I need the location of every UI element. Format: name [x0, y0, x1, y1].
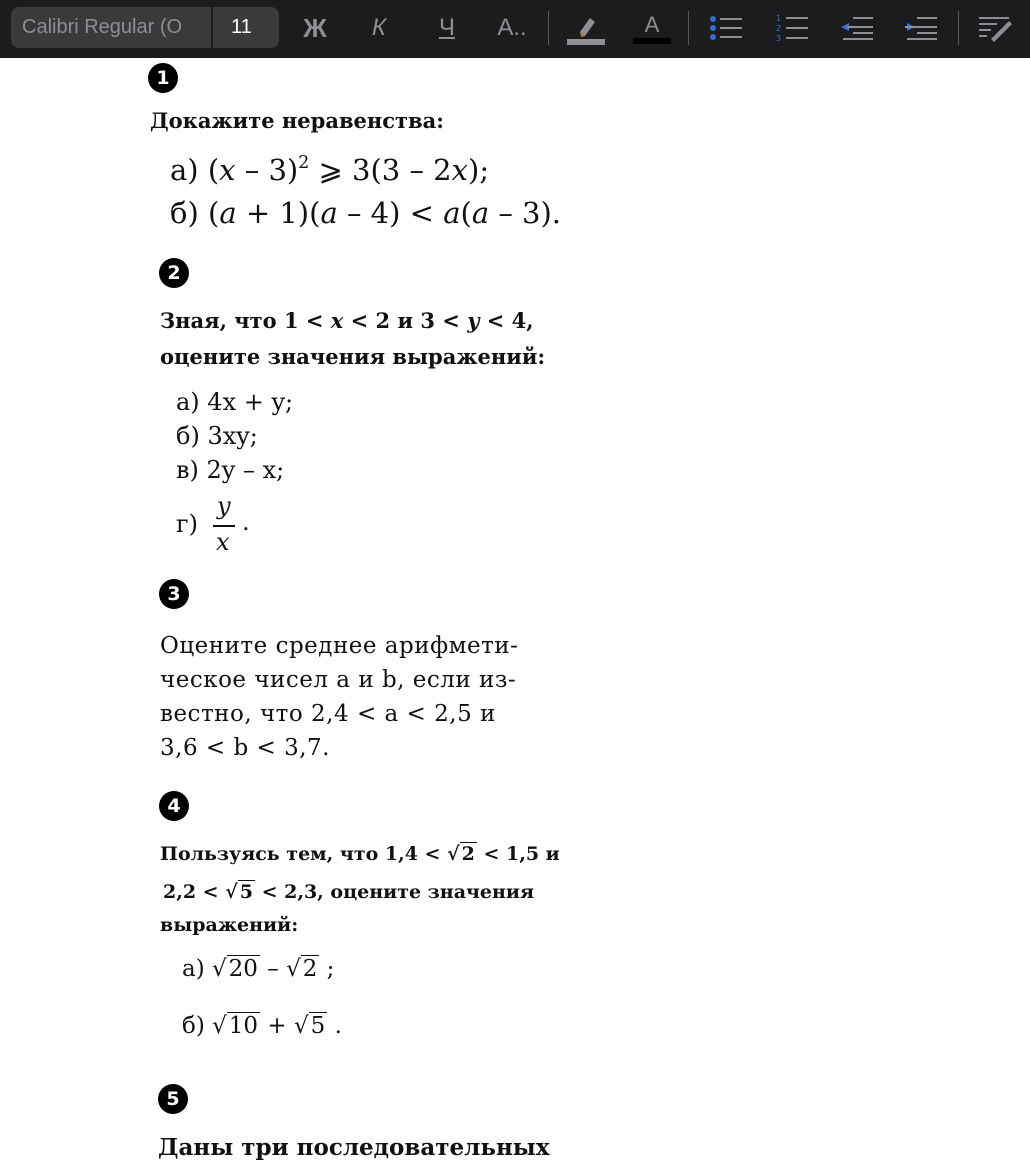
radicand: 2 [302, 956, 318, 982]
problem-4-text: 2,2 < [163, 881, 219, 903]
operator: + [267, 1013, 287, 1039]
highlighter-icon [566, 10, 606, 46]
text-color-button[interactable] [632, 8, 672, 48]
problem-4-line-1 [160, 843, 560, 865]
decrease-indent-button[interactable] [838, 8, 876, 48]
italic-button[interactable]: К [371, 14, 387, 41]
problem-2-var: x [330, 308, 344, 333]
problem-2-text: Зная, что 1 < [160, 308, 324, 333]
part-label: б) [182, 1013, 205, 1039]
problem-2-var: y [467, 308, 480, 333]
bullet-list-icon [709, 14, 743, 42]
strikethrough-button[interactable]: А.. [497, 14, 527, 41]
toolbar-divider [688, 11, 689, 45]
text-color-label: А [644, 12, 660, 37]
sqrt-expression: √5 [293, 1013, 326, 1039]
problem-number-badge: 1 [148, 63, 178, 93]
radicand: 20 [228, 956, 258, 982]
operator: – [267, 956, 279, 982]
outdent-icon [839, 14, 875, 42]
problem-3-line-1: Оцените среднее арифмети- [160, 633, 519, 659]
font-name-field[interactable]: Calibri Regular (O [22, 16, 183, 38]
bold-button[interactable]: Ж [303, 12, 327, 43]
problem-4-part-b [182, 1013, 342, 1039]
problem-number-badge: 3 [159, 579, 189, 609]
problem-4-text: Пользуясь тем, что 1,4 < [160, 843, 441, 865]
problem-2-part-c: в) 2y – x; [176, 456, 285, 484]
fraction-denominator: x [216, 528, 230, 556]
problem-number-badge: 2 [159, 258, 189, 288]
sqrt-expression: √ 5 [225, 881, 253, 903]
paragraph-style-button[interactable] [976, 8, 1016, 48]
fraction-bar [213, 525, 235, 527]
font-selector[interactable] [11, 7, 279, 48]
problem-3-line-3: вестно, что 2,4 < a < 2,5 и [160, 701, 496, 727]
svg-text:2: 2 [776, 24, 782, 33]
problem-2-text: < 4, [486, 308, 534, 333]
fraction-dot: . [242, 508, 250, 536]
indent-icon [903, 14, 939, 42]
problem-number-badge: 5 [158, 1084, 188, 1114]
problem-3-line-2: ческое чисел a и b, если из- [160, 667, 517, 693]
problem-4-line-3: выражений: [160, 914, 299, 936]
underline-button[interactable]: Ч [439, 14, 455, 41]
problem-1-part-a: а) (x – 3)$^2$ ⩾ 3(3 – 2x); [170, 153, 490, 188]
sqrt-expression: √10 [212, 1013, 259, 1039]
style-brush-icon [977, 13, 1015, 43]
punctuation: ; [326, 956, 335, 982]
sqrt-expression: √20 [212, 956, 258, 982]
highlight-button[interactable] [566, 8, 606, 48]
problem-2-line-2: оцените значения выражений: [160, 344, 546, 369]
part-label: а) [182, 956, 205, 982]
radicand: 5 [310, 1013, 326, 1039]
radicand: 5 [239, 881, 253, 903]
part-label: б) [170, 196, 199, 230]
numbered-list-button[interactable] [774, 8, 810, 48]
punctuation: . [334, 1013, 342, 1039]
svg-text:1: 1 [776, 14, 782, 23]
problem-4-text: < 1,5 и [483, 843, 560, 865]
numbered-list-icon [775, 13, 809, 43]
radicand: 2 [461, 843, 475, 865]
problem-4-line-2 [163, 881, 534, 903]
part-label: а) [170, 153, 199, 188]
problem-4-part-a [182, 956, 334, 982]
problem-number-badge: 4 [159, 791, 189, 821]
problem-2-part-d-label: г) [176, 510, 198, 538]
problem-5-line-1: Даны три последовательных [158, 1134, 550, 1161]
bullet-list-button[interactable] [708, 8, 744, 48]
sqrt-expression: √ 2 [447, 843, 475, 865]
problem-2-part-b: б) 3xy; [176, 422, 258, 450]
problem-1-heading: Докажите неравенства: [150, 108, 445, 133]
sqrt-expression: √2 [286, 956, 318, 982]
problem-3-line-4: 3,6 < b < 3,7. [160, 735, 330, 761]
fraction-numerator: y [217, 492, 231, 520]
problem-2-part-a: а) 4x + y; [176, 388, 294, 416]
problem-2-text: < 2 и 3 < [350, 308, 460, 333]
formatting-toolbar [0, 0, 1030, 58]
svg-text:3: 3 [776, 34, 782, 43]
radicand: 10 [228, 1013, 259, 1039]
toolbar-divider [548, 11, 549, 45]
problem-1-part-b: б) (a + 1)(a – 4) < a(a – 3). [170, 196, 562, 230]
toolbar-divider [958, 11, 959, 45]
font-box-divider [211, 7, 213, 48]
problem-2-line-1 [160, 308, 534, 333]
increase-indent-button[interactable] [902, 8, 940, 48]
document-page[interactable] [0, 58, 1030, 1163]
font-size-field[interactable]: 11 [231, 16, 252, 38]
problem-4-text: < 2,3, оцените значения [261, 881, 535, 903]
text-color-swatch [633, 38, 671, 44]
